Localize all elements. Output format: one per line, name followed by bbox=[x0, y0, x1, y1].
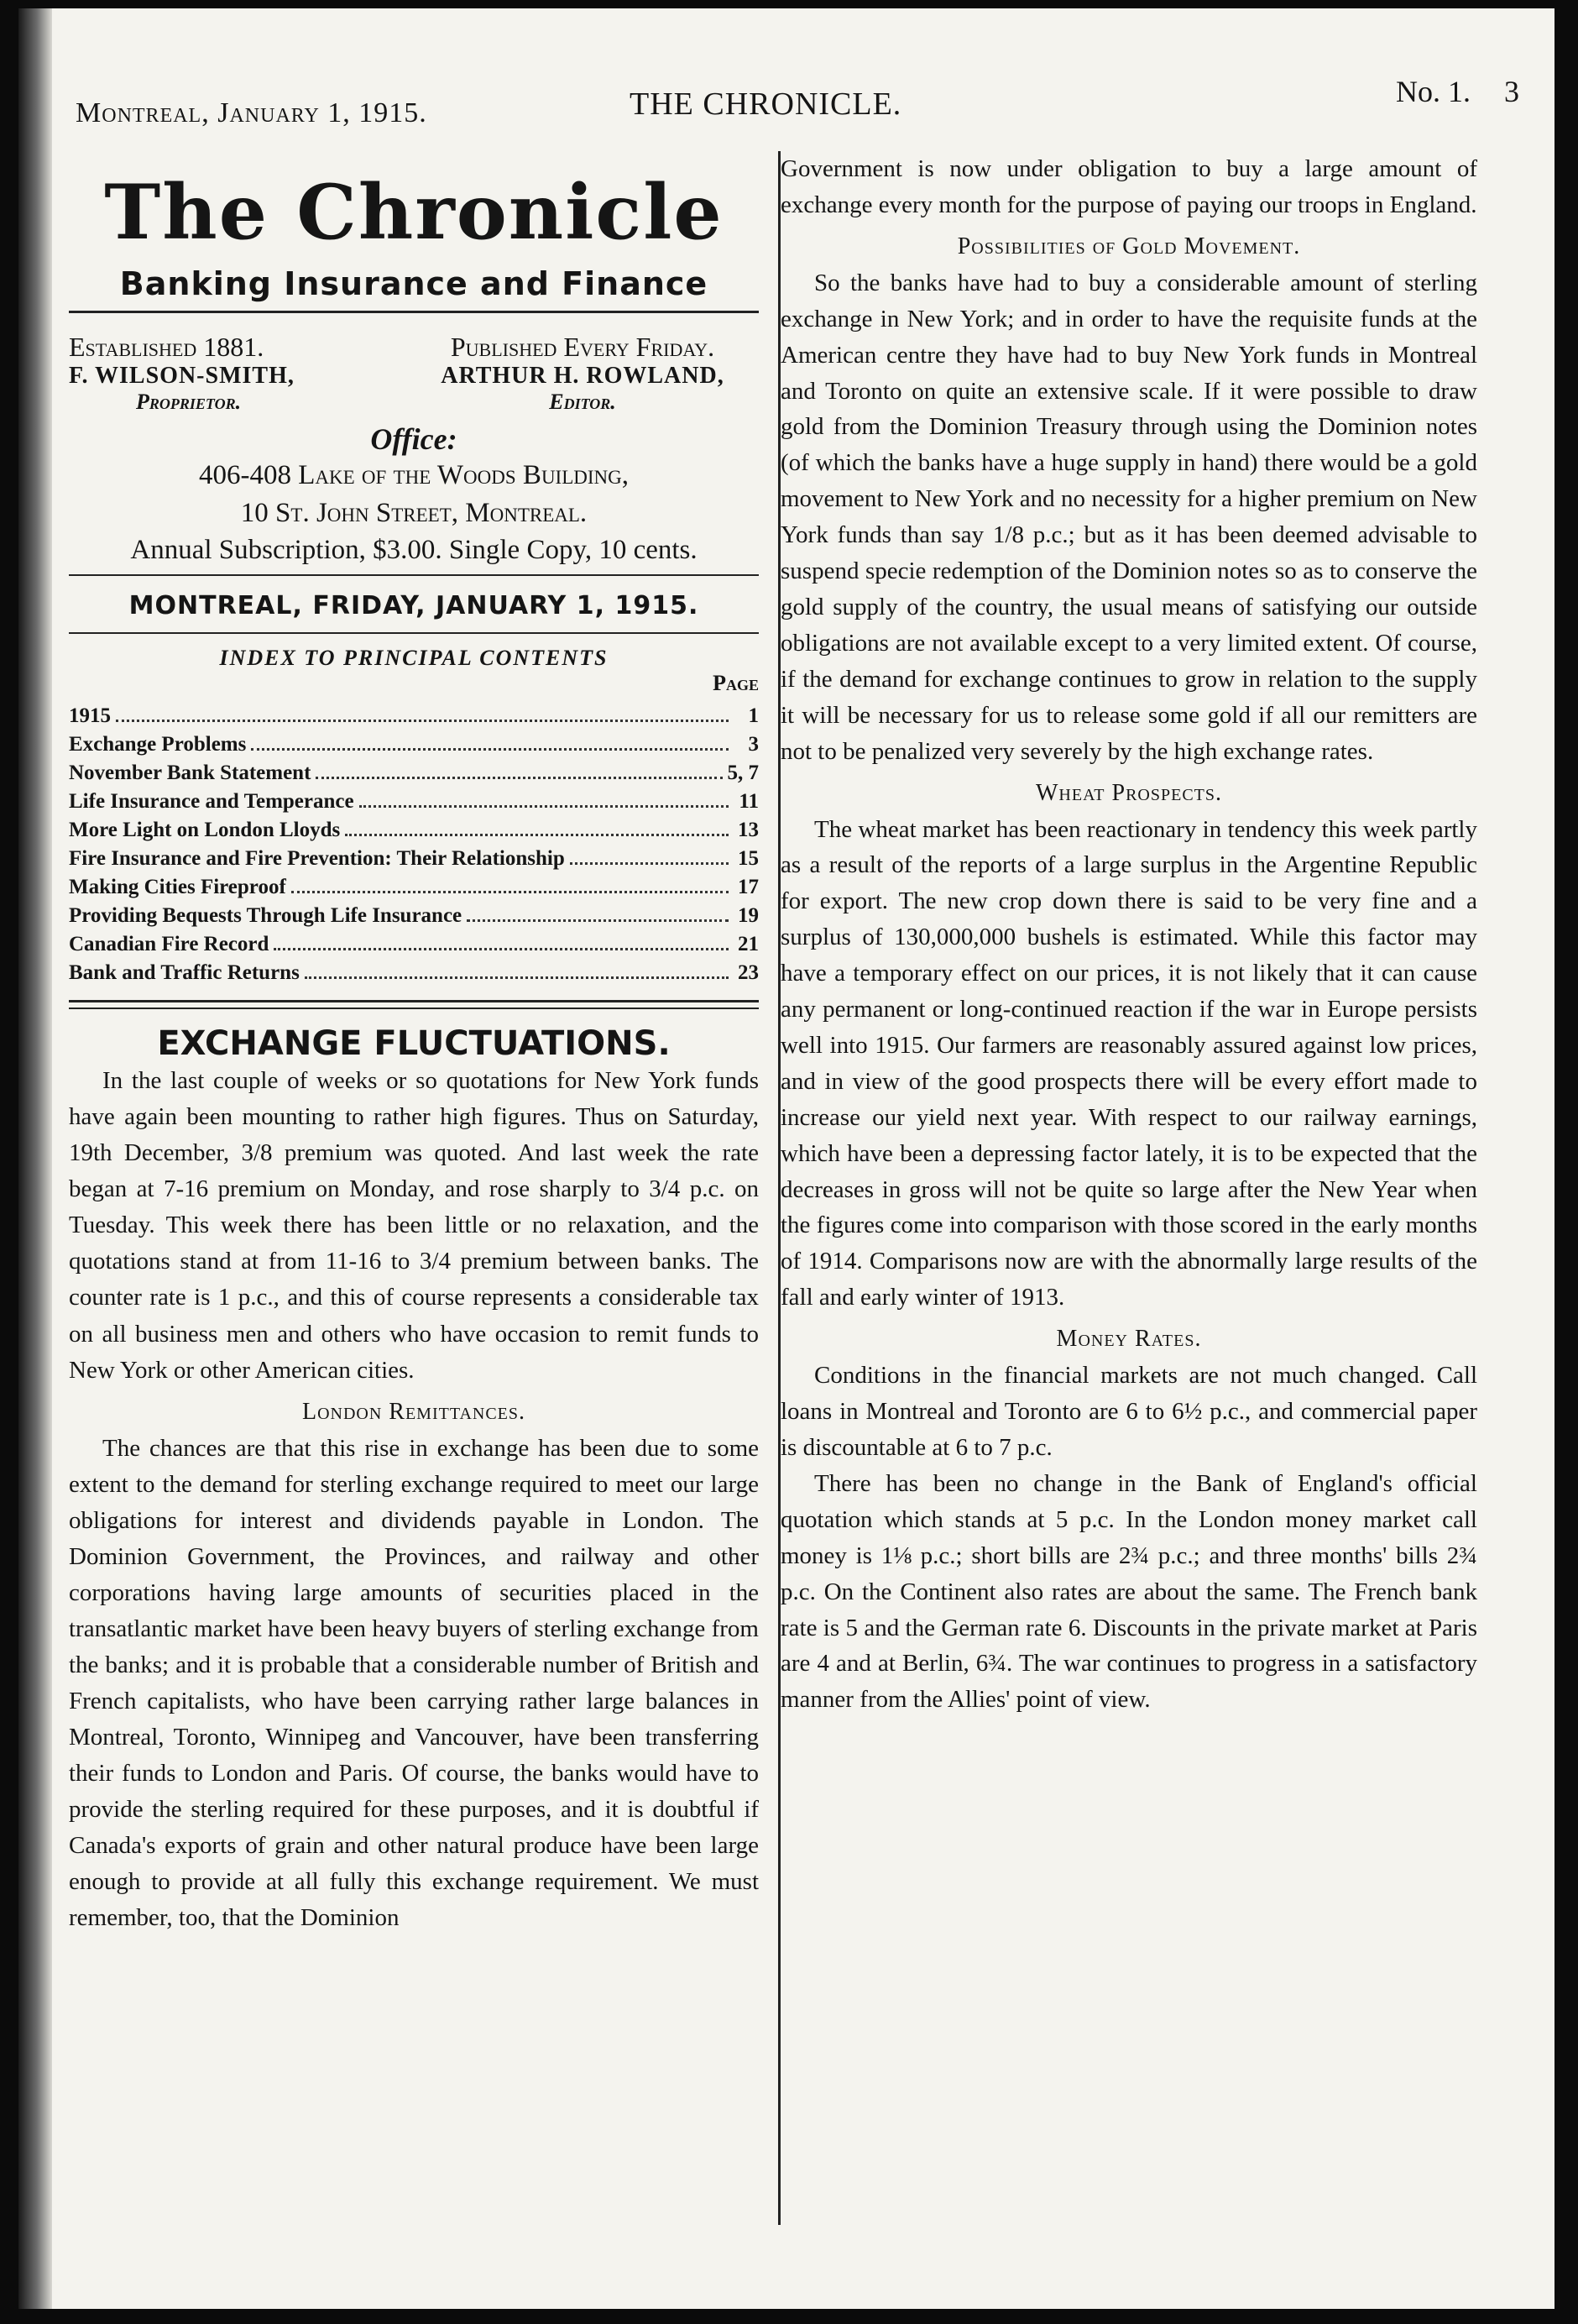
issue-dateline: MONTREAL, FRIDAY, JANUARY 1, 1915. bbox=[128, 591, 699, 621]
index-entry bbox=[69, 762, 759, 790]
index-entry bbox=[69, 790, 759, 819]
section-heading: Wheat Prospects. bbox=[1035, 779, 1223, 806]
index-entry-page: 23 bbox=[738, 961, 759, 985]
index-entry-title: More Light on London Lloyds bbox=[69, 819, 341, 842]
index-entry-page: 17 bbox=[738, 876, 759, 899]
index-entry bbox=[69, 904, 759, 933]
header-publication: THE CHRONICLE. bbox=[630, 86, 902, 122]
index-table bbox=[69, 704, 759, 990]
header-dateline: Montreal, January 1, 1915. bbox=[76, 97, 427, 128]
index-entry-title: Life Insurance and Temperance bbox=[69, 790, 354, 814]
index-bottom-rule bbox=[69, 1000, 759, 1009]
page-binding bbox=[18, 8, 52, 2309]
office-address-line-1: 406-408 Lake of the Woods Building, bbox=[198, 460, 629, 490]
right-column bbox=[781, 151, 1477, 1718]
index-entry-page: 3 bbox=[748, 733, 759, 756]
article-paragraph: The wheat market has been reactionary in tendency this week partly as a result of the reports of a large surplus in the Argentine Republic for export. The new crop down there is said to be very fine and a surplus of 130,000,000 bushels is estimated. While this factor may have a temporary effect on our prices, it is not likely that it can cause any permanent or long-continued reaction if the war in Europe persists well into 1915. Our farmers are reasonably assured against low prices, and in view of the good prospects there will be every effort made to increase our yield next year. With respect to our railway earnings, which have been a depressing factor lately, it is to be expected that the decreases in gross will not be quite so large after the New Year when the figures come into comparison with those scored in the early months of 1914. Comparisons now are with the abnormally large results of the fall and early winter of 1913. bbox=[781, 815, 1477, 1311]
section-heading: Possibilities of Gold Movement. bbox=[957, 233, 1301, 259]
article-paragraph: In the last couple of weeks or so quotations for New York funds have again been mounting to rather high figures. Thus on Saturday, 19th December, 3/8 premium was quoted. And last week the rate began at 7-16 premium on Monday, and rose sharply to 3/4 p.c. on Tuesday. This week there has been little or no relaxation, and the quotations stand at from 11-16 to 3/4 premium between banks. The counter rate is 1 p.c., and this of course represents a considerable tax on all business men and others who have occasion to remit funds to New York or other American cities. bbox=[69, 1067, 759, 1384]
article-paragraph: So the banks have had to buy a considerable amount of sterling exchange in New York; and in order to have the requisite funds at the American centre they have had to buy New York funds in Montreal and Toronto on quite an extensive scale. If it were possible to draw gold from the Dominion Treasury through using the Dominion notes (of which the banks have a huge supply in hand) there would be a gold movement to New York and no necessity for a higher premium on New York funds than say 1/8 p.c.; but as it has been deemed advisable to suspend specie redemption of the Dominion notes so as to conserve the gold supply of the country, the usual means of satisfying our outside obligations are not available except to a very limited extent. Of course, if the demand for exchange continues to grow in relation to the supply it will be necessary for us to release some gold if all our remitters are not to be penalized very severely by the high exchange rates. bbox=[781, 269, 1477, 765]
page-number: 3 bbox=[1504, 75, 1519, 108]
masthead-title: The Chronicle bbox=[104, 168, 724, 257]
left-column bbox=[69, 151, 759, 1937]
office-label: Office: bbox=[370, 422, 457, 456]
proprietor-name: F. WILSON-SMITH, bbox=[69, 363, 295, 389]
index-entry-page: 15 bbox=[738, 847, 759, 871]
article-paragraph: The chances are that this rise in exchange has been due to some extent to the demand for sterling exchange required to meet our large obligations for interest and dividends payable in London. The Dominion Government, the Provinces, and railway and other corporations having large amounts of securities placed in the transatlantic market have been heavy buyers of sterling exchange from the banks; and it is probable that a considerable number of British and French capitalists, who have been carrying rather large balances in Montreal, Toronto, Winnipeg and Vancouver, have been transferring their funds to London and Paris. Of course, the banks would have to provide the sterling required for these purposes, and it is doubtful if Canada's exports of grain and other natural produce have been large enough to provide at all fully this exchange requirement. We must remember, too, that the Dominion bbox=[69, 1434, 759, 1932]
article-paragraph-continued: Government is now under obligation to buy a large amount of exchange every month for the purpose of paying our troops in England. bbox=[781, 155, 1477, 218]
index-entry-page: 1 bbox=[748, 704, 759, 728]
index-page-label: Page bbox=[713, 671, 759, 696]
index-entry-title: 1915 bbox=[69, 704, 111, 728]
section-heading: Money Rates. bbox=[1056, 1326, 1202, 1353]
newspaper-page bbox=[18, 8, 1554, 2309]
header-issue bbox=[1396, 74, 1519, 109]
index-entry-title: Bank and Traffic Returns bbox=[69, 961, 300, 985]
index-entry bbox=[69, 933, 759, 961]
index-entry-page: 19 bbox=[738, 904, 759, 928]
index-entry bbox=[69, 704, 759, 733]
index-entry-title: November Bank Statement bbox=[69, 762, 311, 785]
dateline-bottom-rule bbox=[69, 632, 759, 634]
masthead-rule bbox=[69, 311, 759, 313]
publication-info bbox=[69, 332, 759, 415]
index-entry bbox=[69, 847, 759, 876]
issue-number: No. 1. bbox=[1396, 75, 1471, 108]
dateline-top-rule bbox=[69, 574, 759, 576]
index-entry-page: 13 bbox=[738, 819, 759, 842]
index-entry-title: Making Cities Fireproof bbox=[69, 876, 286, 899]
index-entry bbox=[69, 876, 759, 904]
index-entry bbox=[69, 733, 759, 762]
editor-name: ARTHUR H. ROWLAND, bbox=[441, 363, 724, 389]
masthead-subtitle: Banking Insurance and Finance bbox=[119, 265, 708, 302]
index-entry-title: Canadian Fire Record bbox=[69, 933, 269, 956]
article-title: EXCHANGE FLUCTUATIONS. bbox=[157, 1024, 671, 1064]
index-entry bbox=[69, 819, 759, 847]
section-heading: London Remittances. bbox=[301, 1398, 526, 1425]
publication-frequency: Published Every Friday. bbox=[450, 332, 715, 362]
index-entry-page: 11 bbox=[739, 790, 759, 814]
index-title: INDEX TO PRINCIPAL CONTENTS bbox=[219, 646, 609, 671]
index-entry-title: Providing Bequests Through Life Insurance bbox=[69, 904, 462, 928]
index-entry-page: 21 bbox=[738, 933, 759, 956]
index-entry-page: 5, 7 bbox=[727, 762, 759, 785]
subscription-price: Annual Subscription, $3.00. Single Copy, 10 cents. bbox=[130, 535, 698, 566]
proprietor-role: Proprietor. bbox=[136, 390, 242, 414]
established-year: Established 1881. bbox=[69, 332, 264, 362]
index-entry bbox=[69, 961, 759, 990]
office-address-line-2: 10 St. John Street, Montreal. bbox=[240, 497, 588, 528]
running-header bbox=[59, 67, 1519, 126]
article-paragraph: Conditions in the financial markets are not much changed. Call loans in Montreal and Toronto are 6 to 6½ p.c., and commercial paper is discountable at 6 to 7 p.c. bbox=[781, 1362, 1477, 1461]
index-entry-title: Fire Insurance and Fire Prevention: Their Relationship bbox=[69, 847, 565, 871]
index-entry-title: Exchange Problems bbox=[69, 733, 247, 756]
editor-role: Editor. bbox=[549, 390, 616, 414]
article-paragraph: There has been no change in the Bank of England's official quotation which stands at 5 p.c. In the London money market call money is 1⅛ p.c.; short bills are 2¾ p.c.; and three months' bills 2¾ p.c. On the Continent also rates are about the same. The French bank rate is 5 and the German rate 6. Discounts in the private market at Paris are 4 and at Berlin, 6¾. The war continues to progress in a satisfactory manner from the Allies' point of view. bbox=[781, 1469, 1477, 1714]
